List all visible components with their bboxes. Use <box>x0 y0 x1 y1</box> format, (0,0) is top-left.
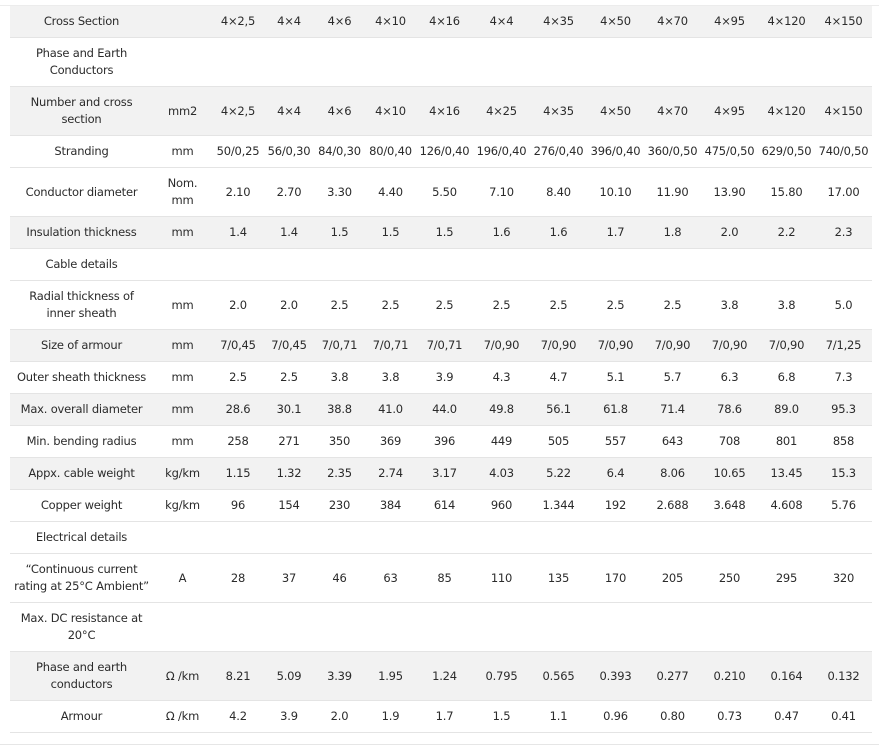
table-cell: 2.5 <box>530 281 587 330</box>
table-cell: 49.8 <box>473 394 530 426</box>
table-cell: 2.688 <box>644 490 701 522</box>
table-cell: 5.50 <box>416 168 473 217</box>
table-cell <box>644 603 701 652</box>
row-label: Cross Section <box>10 6 153 38</box>
table-cell: 30.1 <box>264 394 314 426</box>
table-cell: 4.3 <box>473 362 530 394</box>
table-cell: 2.35 <box>314 458 365 490</box>
table-cell <box>815 249 872 281</box>
row-label: Stranding <box>10 136 153 168</box>
table-cell: 4×16 <box>416 6 473 38</box>
row-unit: kg/km <box>153 458 212 490</box>
table-cell: 28.6 <box>212 394 264 426</box>
table-cell <box>587 38 644 87</box>
table-cell: 3.648 <box>701 490 758 522</box>
table-cell: 2.5 <box>264 362 314 394</box>
table-cell: 37 <box>264 554 314 603</box>
table-cell: 56/0,30 <box>264 136 314 168</box>
table-cell: 276/0,40 <box>530 136 587 168</box>
table-cell <box>212 522 264 554</box>
table-cell: 7/0,45 <box>212 330 264 362</box>
table-cell: 192 <box>587 490 644 522</box>
table-cell: 7/0,90 <box>587 330 644 362</box>
table-cell <box>416 522 473 554</box>
table-cell: 2.3 <box>815 217 872 249</box>
row-label: Radial thickness of inner sheath <box>10 281 153 330</box>
table-cell: 271 <box>264 426 314 458</box>
table-cell: 7/0,90 <box>701 330 758 362</box>
table-cell: 3.17 <box>416 458 473 490</box>
table-cell: 2.0 <box>314 701 365 733</box>
table-cell: 2.5 <box>314 281 365 330</box>
table-cell <box>530 603 587 652</box>
table-cell <box>314 38 365 87</box>
table-cell: 89.0 <box>758 394 815 426</box>
table-cell: 6.4 <box>587 458 644 490</box>
table-cell <box>701 603 758 652</box>
table-cell: 80/0,40 <box>365 136 416 168</box>
table-cell: 369 <box>365 426 416 458</box>
table-cell: 4×150 <box>815 6 872 38</box>
table-cell: 1.8 <box>644 217 701 249</box>
table-cell: 7/0,71 <box>416 330 473 362</box>
table-cell: 1.344 <box>530 490 587 522</box>
table-cell: 7/0,71 <box>314 330 365 362</box>
row-label: “Continuous current rating at 25°C Ambient” <box>10 554 153 603</box>
table-cell <box>416 38 473 87</box>
table-cell <box>758 249 815 281</box>
row-unit: mm <box>153 394 212 426</box>
table-cell: 4×6 <box>314 6 365 38</box>
table-cell: 320 <box>815 554 872 603</box>
table-cell: 557 <box>587 426 644 458</box>
cable-spec-table <box>10 6 872 733</box>
table-cell: 629/0,50 <box>758 136 815 168</box>
table-cell: 1.4 <box>264 217 314 249</box>
table-cell <box>701 249 758 281</box>
table-cell: 8.21 <box>212 652 264 701</box>
table-cell: 708 <box>701 426 758 458</box>
table-cell: 63 <box>365 554 416 603</box>
row-label: Electrical details <box>10 522 153 554</box>
table-cell <box>264 38 314 87</box>
table-cell: 4×10 <box>365 87 416 136</box>
table-row <box>10 330 872 362</box>
table-cell <box>758 603 815 652</box>
table-cell: 1.15 <box>212 458 264 490</box>
table-cell <box>587 249 644 281</box>
table-cell: 5.0 <box>815 281 872 330</box>
row-label: Appx. cable weight <box>10 458 153 490</box>
table-cell: 258 <box>212 426 264 458</box>
table-cell <box>212 249 264 281</box>
table-cell: 17.00 <box>815 168 872 217</box>
table-cell: 7/0,71 <box>365 330 416 362</box>
table-cell: 205 <box>644 554 701 603</box>
table-cell: 4.608 <box>758 490 815 522</box>
row-unit <box>153 6 212 38</box>
table-cell: 4×70 <box>644 87 701 136</box>
row-unit: mm <box>153 330 212 362</box>
table-cell: 858 <box>815 426 872 458</box>
row-label: Phase and earth conductors <box>10 652 153 701</box>
table-cell: 0.96 <box>587 701 644 733</box>
row-unit: mm <box>153 136 212 168</box>
table-cell: 6.8 <box>758 362 815 394</box>
table-cell: 4×35 <box>530 6 587 38</box>
table-cell <box>416 603 473 652</box>
table-cell: 2.10 <box>212 168 264 217</box>
row-unit <box>153 38 212 87</box>
table-cell: 5.22 <box>530 458 587 490</box>
table-cell: 96 <box>212 490 264 522</box>
table-cell: 3.9 <box>416 362 473 394</box>
table-cell: 0.277 <box>644 652 701 701</box>
table-cell: 2.2 <box>758 217 815 249</box>
table-cell: 7/1,25 <box>815 330 872 362</box>
row-unit: mm2 <box>153 87 212 136</box>
table-cell: 28 <box>212 554 264 603</box>
table-cell: 3.8 <box>365 362 416 394</box>
row-label: Conductor diameter <box>10 168 153 217</box>
table-cell: 4×4 <box>264 87 314 136</box>
table-cell: 2.74 <box>365 458 416 490</box>
table-cell <box>473 38 530 87</box>
table-cell: 4×35 <box>530 87 587 136</box>
table-cell: 5.76 <box>815 490 872 522</box>
table-cell <box>212 603 264 652</box>
table-cell: 2.0 <box>212 281 264 330</box>
table-cell <box>264 249 314 281</box>
table-cell: 4.2 <box>212 701 264 733</box>
table-cell: 3.8 <box>758 281 815 330</box>
table-cell: 643 <box>644 426 701 458</box>
table-cell: 7.10 <box>473 168 530 217</box>
table-cell: 1.5 <box>314 217 365 249</box>
row-unit: kg/km <box>153 490 212 522</box>
table-cell: 4.40 <box>365 168 416 217</box>
table-cell: 3.8 <box>314 362 365 394</box>
table-cell: 1.1 <box>530 701 587 733</box>
table-cell: 1.6 <box>473 217 530 249</box>
table-cell: 61.8 <box>587 394 644 426</box>
table-row <box>10 603 872 652</box>
table-cell: 960 <box>473 490 530 522</box>
table-row <box>10 249 872 281</box>
table-cell: 2.5 <box>212 362 264 394</box>
table-cell: 1.7 <box>416 701 473 733</box>
table-cell: 13.90 <box>701 168 758 217</box>
table-cell <box>815 603 872 652</box>
table-cell <box>365 522 416 554</box>
row-unit: mm <box>153 217 212 249</box>
table-cell: 2.5 <box>416 281 473 330</box>
table-cell: 0.210 <box>701 652 758 701</box>
table-row <box>10 136 872 168</box>
table-cell: 295 <box>758 554 815 603</box>
table-cell: 4×70 <box>644 6 701 38</box>
table-cell: 0.393 <box>587 652 644 701</box>
table-cell: 1.9 <box>365 701 416 733</box>
table-cell: 4×95 <box>701 87 758 136</box>
table-cell: 0.73 <box>701 701 758 733</box>
row-label: Min. bending radius <box>10 426 153 458</box>
table-cell: 4×25 <box>473 87 530 136</box>
table-cell: 250 <box>701 554 758 603</box>
table-cell <box>473 603 530 652</box>
table-cell: 360/0,50 <box>644 136 701 168</box>
table-cell: 170 <box>587 554 644 603</box>
table-cell: 3.39 <box>314 652 365 701</box>
table-cell <box>587 522 644 554</box>
table-row <box>10 281 872 330</box>
table-cell: 196/0,40 <box>473 136 530 168</box>
row-label: Copper weight <box>10 490 153 522</box>
table-cell: 78.6 <box>701 394 758 426</box>
table-cell: 4×4 <box>473 6 530 38</box>
table-cell <box>644 522 701 554</box>
table-cell: 126/0,40 <box>416 136 473 168</box>
table-cell: 2.70 <box>264 168 314 217</box>
table-cell: 135 <box>530 554 587 603</box>
table-cell: 2.0 <box>701 217 758 249</box>
table-cell: 2.5 <box>587 281 644 330</box>
table-row <box>10 362 872 394</box>
table-cell: 38.8 <box>314 394 365 426</box>
table-cell: 110 <box>473 554 530 603</box>
table-cell: 1.5 <box>416 217 473 249</box>
table-cell: 2.5 <box>365 281 416 330</box>
table-row <box>10 168 872 217</box>
table-cell: 1.24 <box>416 652 473 701</box>
table-row <box>10 522 872 554</box>
table-cell: 3.9 <box>264 701 314 733</box>
table-row <box>10 394 872 426</box>
table-cell <box>473 249 530 281</box>
table-cell <box>314 603 365 652</box>
table-cell: 10.10 <box>587 168 644 217</box>
table-cell: 3.30 <box>314 168 365 217</box>
table-cell: 801 <box>758 426 815 458</box>
table-cell: 4×150 <box>815 87 872 136</box>
table-cell: 0.795 <box>473 652 530 701</box>
table-cell: 0.47 <box>758 701 815 733</box>
table-cell: 449 <box>473 426 530 458</box>
table-cell: 396 <box>416 426 473 458</box>
row-unit: mm <box>153 362 212 394</box>
table-cell <box>212 38 264 87</box>
row-label: Number and cross section <box>10 87 153 136</box>
table-cell: 85 <box>416 554 473 603</box>
row-unit <box>153 603 212 652</box>
table-cell <box>644 38 701 87</box>
table-cell: 4×6 <box>314 87 365 136</box>
table-cell: 15.3 <box>815 458 872 490</box>
table-cell: 0.164 <box>758 652 815 701</box>
table-cell: 1.4 <box>212 217 264 249</box>
row-unit: A <box>153 554 212 603</box>
row-unit <box>153 249 212 281</box>
row-unit <box>153 522 212 554</box>
table-cell <box>815 522 872 554</box>
table-cell: 50/0,25 <box>212 136 264 168</box>
table-cell <box>758 522 815 554</box>
table-cell: 0.132 <box>815 652 872 701</box>
row-label: Armour <box>10 701 153 733</box>
table-cell: 7.3 <box>815 362 872 394</box>
table-cell: 4×16 <box>416 87 473 136</box>
row-label: Size of armour <box>10 330 153 362</box>
table-row <box>10 87 872 136</box>
table-cell: 7/0,90 <box>758 330 815 362</box>
table-cell <box>701 522 758 554</box>
row-unit: Ω /km <box>153 701 212 733</box>
table-cell: 0.80 <box>644 701 701 733</box>
table-cell: 8.40 <box>530 168 587 217</box>
table-row <box>10 490 872 522</box>
row-unit: Ω /km <box>153 652 212 701</box>
table-cell <box>264 522 314 554</box>
table-cell <box>530 38 587 87</box>
table-row <box>10 38 872 87</box>
row-label: Insulation thickness <box>10 217 153 249</box>
table-cell: 614 <box>416 490 473 522</box>
table-cell: 475/0,50 <box>701 136 758 168</box>
table-cell: 1.7 <box>587 217 644 249</box>
row-label: Max. overall diameter <box>10 394 153 426</box>
table-cell: 6.3 <box>701 362 758 394</box>
table-cell: 230 <box>314 490 365 522</box>
table-cell: 15.80 <box>758 168 815 217</box>
table-cell: 4.03 <box>473 458 530 490</box>
table-cell: 4×120 <box>758 6 815 38</box>
table-row <box>10 217 872 249</box>
table-cell: 4×4 <box>264 6 314 38</box>
table-cell: 8.06 <box>644 458 701 490</box>
table-cell: 71.4 <box>644 394 701 426</box>
table-cell: 505 <box>530 426 587 458</box>
table-cell: 5.09 <box>264 652 314 701</box>
table-cell <box>530 522 587 554</box>
table-cell: 7/0,90 <box>530 330 587 362</box>
table-cell: 7/0,90 <box>473 330 530 362</box>
table-cell <box>314 249 365 281</box>
row-unit: mm <box>153 426 212 458</box>
table-row <box>10 6 872 38</box>
table-cell: 5.1 <box>587 362 644 394</box>
table-cell <box>587 603 644 652</box>
table-body <box>10 6 872 733</box>
table-cell: 1.95 <box>365 652 416 701</box>
table-cell <box>264 603 314 652</box>
table-cell: 4×50 <box>587 6 644 38</box>
table-row <box>10 701 872 733</box>
row-unit: mm <box>153 281 212 330</box>
table-cell: 4×2,5 <box>212 87 264 136</box>
table-cell: 350 <box>314 426 365 458</box>
table-row <box>10 652 872 701</box>
table-cell: 1.5 <box>365 217 416 249</box>
table-cell: 7/0,90 <box>644 330 701 362</box>
table-cell <box>473 522 530 554</box>
table-cell: 0.41 <box>815 701 872 733</box>
row-label: Cable details <box>10 249 153 281</box>
table-cell: 44.0 <box>416 394 473 426</box>
table-cell: 10.65 <box>701 458 758 490</box>
row-label: Outer sheath thickness <box>10 362 153 394</box>
table-cell: 1.32 <box>264 458 314 490</box>
table-cell: 56.1 <box>530 394 587 426</box>
table-cell <box>365 603 416 652</box>
row-unit: Nom. mm <box>153 168 212 217</box>
table-cell: 13.45 <box>758 458 815 490</box>
table-cell: 2.5 <box>644 281 701 330</box>
table-cell: 1.6 <box>530 217 587 249</box>
table-cell: 396/0,40 <box>587 136 644 168</box>
table-cell: 41.0 <box>365 394 416 426</box>
table-cell: 740/0,50 <box>815 136 872 168</box>
table-cell <box>644 249 701 281</box>
table-cell: 4.7 <box>530 362 587 394</box>
table-cell <box>701 38 758 87</box>
table-cell <box>815 38 872 87</box>
table-row <box>10 458 872 490</box>
table-cell <box>314 522 365 554</box>
table-cell <box>416 249 473 281</box>
table-cell: 4×95 <box>701 6 758 38</box>
table-cell: 46 <box>314 554 365 603</box>
table-cell <box>365 249 416 281</box>
table-cell: 1.5 <box>473 701 530 733</box>
bottom-divider <box>0 744 879 745</box>
table-cell: 4×50 <box>587 87 644 136</box>
table-cell: 3.8 <box>701 281 758 330</box>
table-cell: 384 <box>365 490 416 522</box>
table-cell: 84/0,30 <box>314 136 365 168</box>
table-row <box>10 426 872 458</box>
table-cell: 4×2,5 <box>212 6 264 38</box>
table-cell <box>365 38 416 87</box>
table-cell: 154 <box>264 490 314 522</box>
table-cell: 4×120 <box>758 87 815 136</box>
table-cell: 5.7 <box>644 362 701 394</box>
row-label: Max. DC resistance at 20°C <box>10 603 153 652</box>
table-cell: 11.90 <box>644 168 701 217</box>
row-label: Phase and Earth Conductors <box>10 38 153 87</box>
table-cell: 2.0 <box>264 281 314 330</box>
table-cell: 7/0,45 <box>264 330 314 362</box>
table-cell: 0.565 <box>530 652 587 701</box>
table-cell: 4×10 <box>365 6 416 38</box>
table-row <box>10 554 872 603</box>
table-cell <box>530 249 587 281</box>
table-cell: 2.5 <box>473 281 530 330</box>
table-cell <box>758 38 815 87</box>
table-cell: 95.3 <box>815 394 872 426</box>
